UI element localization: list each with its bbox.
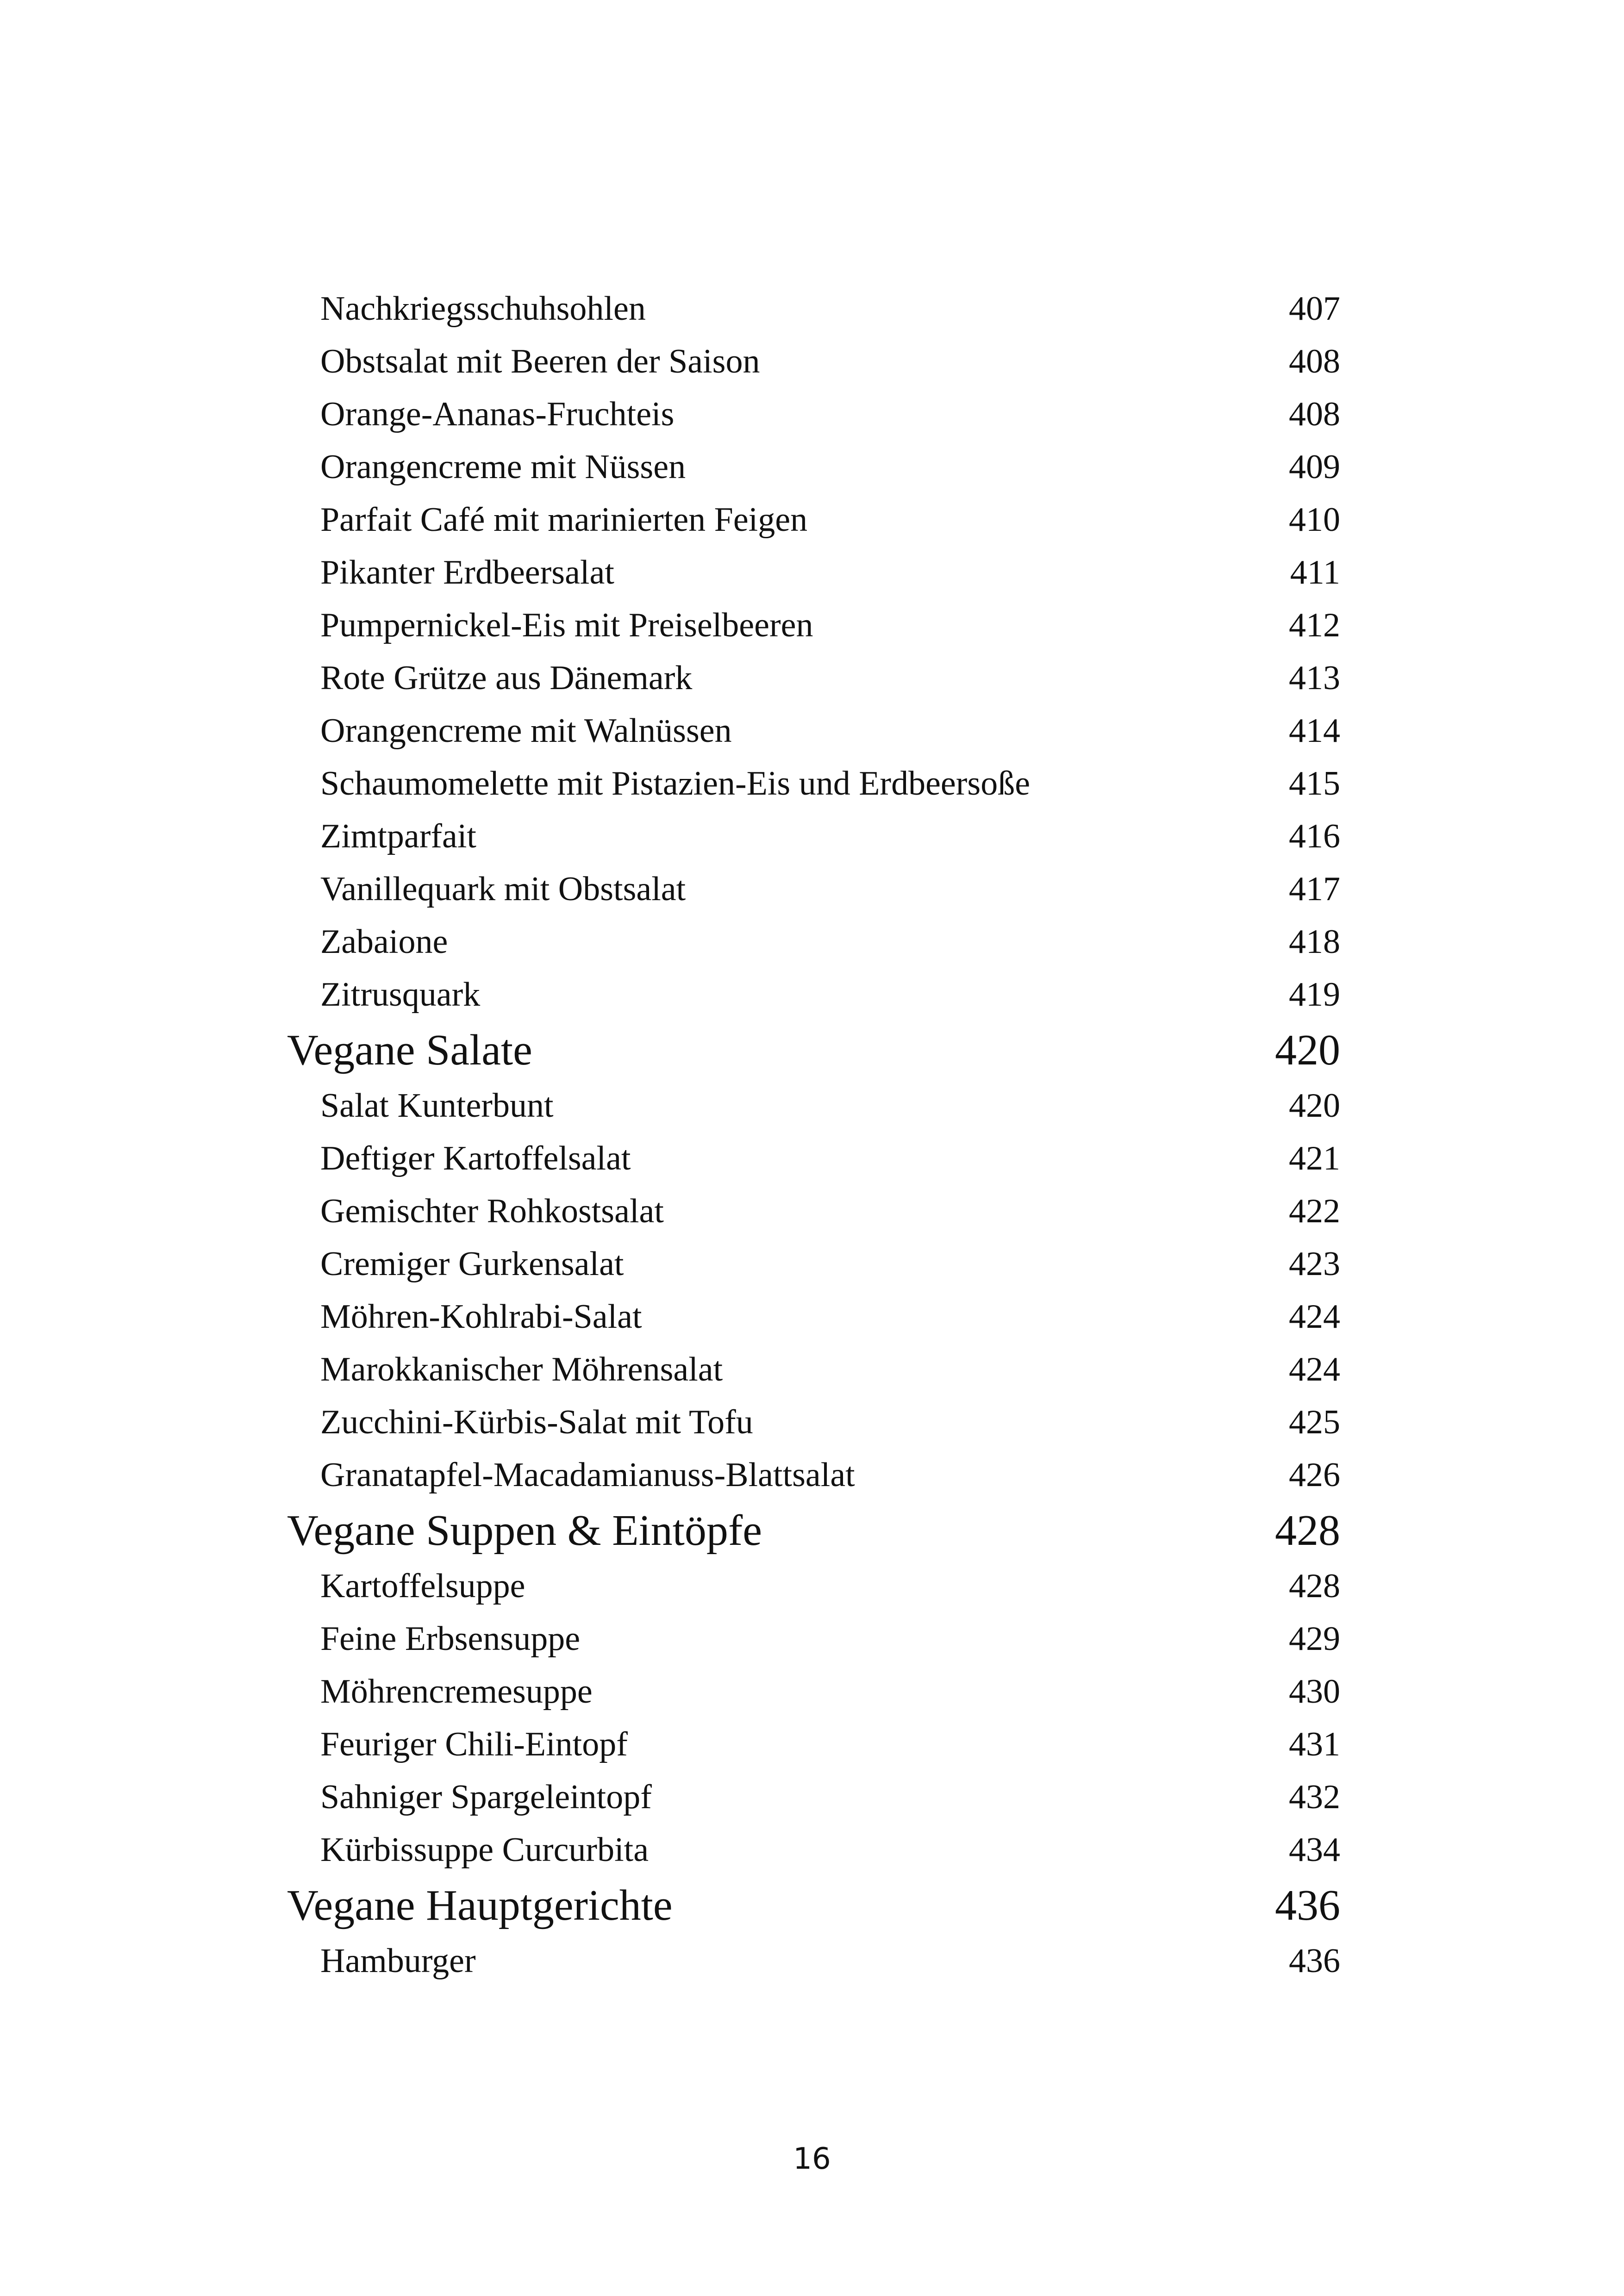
toc-entry-title: Orangencreme mit Walnüssen	[320, 712, 732, 750]
toc-entry-title: Sahniger Spargeleintopf	[320, 1778, 652, 1816]
toc-entry-title: Vanillequark mit Obstsalat	[320, 870, 686, 908]
toc-entry[interactable]	[287, 810, 1340, 863]
toc-entry-page: 408	[1289, 342, 1340, 380]
toc-entry-title: Kartoffelsuppe	[320, 1567, 525, 1605]
toc-entry[interactable]	[287, 652, 1340, 704]
toc-entry-title: Orangencreme mit Nüssen	[320, 448, 686, 486]
toc-entry-page: 416	[1289, 817, 1340, 855]
toc-entry-page: 420	[1289, 1087, 1340, 1125]
toc-entry-title: Hamburger	[320, 1942, 476, 1980]
toc-entry-page: 434	[1289, 1831, 1340, 1869]
toc-entry-title: Orange-Ananas-Fruchteis	[320, 395, 675, 433]
toc-entry-title: Parfait Café mit marinierten Feigen	[320, 501, 808, 539]
toc-entry-page: 417	[1289, 870, 1340, 908]
toc-entry-page: 411	[1290, 554, 1340, 591]
toc-entry[interactable]	[287, 1665, 1340, 1718]
toc-entry[interactable]	[287, 757, 1340, 810]
toc-entry[interactable]	[287, 441, 1340, 493]
toc-entry[interactable]	[287, 546, 1340, 599]
toc-entry-page: 429	[1289, 1620, 1340, 1658]
toc-entry[interactable]	[287, 1449, 1340, 1501]
toc-entry[interactable]	[287, 1771, 1340, 1823]
toc-entry-page: 412	[1289, 606, 1340, 644]
toc-entry-page: 432	[1289, 1778, 1340, 1816]
toc-entry-title: Granatapfel-Macadamianuss-Blattsalat	[320, 1456, 855, 1494]
toc-entry-page: 430	[1289, 1673, 1340, 1711]
toc-entry[interactable]	[287, 1560, 1340, 1612]
toc-entry-title: Möhrencremesuppe	[320, 1673, 593, 1711]
toc-section-page: 436	[1275, 1881, 1340, 1929]
toc-entry-page: 421	[1289, 1139, 1340, 1177]
toc-entry-page: 424	[1289, 1298, 1340, 1336]
page-number: 16	[793, 2142, 831, 2176]
toc-entry[interactable]	[287, 335, 1340, 388]
toc-entry-title: Schaumomelette mit Pistazien-Eis und Erdbeersoße	[320, 765, 1031, 803]
toc-entry-title: Salat Kunterbunt	[320, 1087, 554, 1125]
toc-entry[interactable]	[287, 1612, 1340, 1665]
toc-entry-page: 408	[1289, 395, 1340, 433]
toc-entry[interactable]	[287, 863, 1340, 915]
toc-entry-title: Marokkanischer Möhrensalat	[320, 1350, 723, 1388]
toc-entry-page: 436	[1289, 1942, 1340, 1980]
toc-entry-title: Kürbissuppe Curcurbita	[320, 1831, 649, 1869]
toc-entry-title: Gemischter Rohkostsalat	[320, 1192, 664, 1230]
table-of-contents	[287, 282, 1340, 1987]
toc-entry-title: Nachkriegsschuhsohlen	[320, 290, 646, 328]
toc-entry[interactable]	[287, 915, 1340, 968]
toc-entry-page: 410	[1289, 501, 1340, 539]
toc-section-page: 428	[1275, 1506, 1340, 1555]
toc-entry-title: Obstsalat mit Beeren der Saison	[320, 342, 760, 380]
toc-entry-title: Zitrusquark	[320, 976, 481, 1014]
toc-entry-title: Zabaione	[320, 923, 448, 961]
toc-entry[interactable]	[287, 1396, 1340, 1449]
toc-section-title: Vegane Salate	[287, 1026, 532, 1074]
toc-entry[interactable]	[287, 599, 1340, 652]
toc-entry-title: Feine Erbsensuppe	[320, 1620, 581, 1658]
toc-section-heading[interactable]	[287, 1876, 1340, 1935]
toc-section-title: Vegane Suppen & Eintöpfe	[287, 1506, 762, 1555]
toc-entry-page: 418	[1289, 923, 1340, 961]
toc-entry[interactable]	[287, 1290, 1340, 1343]
toc-entry-page: 415	[1289, 765, 1340, 803]
toc-entry-page: 409	[1289, 448, 1340, 486]
toc-entry[interactable]	[287, 1343, 1340, 1396]
toc-entry-page: 425	[1289, 1403, 1340, 1441]
toc-entry-title: Cremiger Gurkensalat	[320, 1245, 624, 1283]
toc-entry-page: 413	[1289, 659, 1340, 697]
toc-entry-title: Pikanter Erdbeersalat	[320, 554, 614, 591]
toc-entry-page: 414	[1289, 712, 1340, 750]
toc-entry-title: Rote Grütze aus Dänemark	[320, 659, 693, 697]
toc-entry-page: 426	[1289, 1456, 1340, 1494]
toc-entry[interactable]	[287, 704, 1340, 757]
toc-entry[interactable]	[287, 1823, 1340, 1876]
toc-entry-page: 431	[1289, 1725, 1340, 1763]
toc-entry-title: Feuriger Chili-Eintopf	[320, 1725, 628, 1763]
toc-entry-page: 424	[1289, 1350, 1340, 1388]
toc-entry[interactable]	[287, 1132, 1340, 1185]
toc-entry[interactable]	[287, 1718, 1340, 1771]
toc-entry[interactable]	[287, 282, 1340, 335]
toc-section-heading[interactable]	[287, 1501, 1340, 1560]
toc-entry[interactable]	[287, 1079, 1340, 1132]
toc-entry-title: Möhren-Kohlrabi-Salat	[320, 1298, 642, 1336]
toc-entry-title: Zimtparfait	[320, 817, 476, 855]
toc-section-title: Vegane Hauptgerichte	[287, 1881, 673, 1929]
toc-entry[interactable]	[287, 1935, 1340, 1987]
toc-entry[interactable]	[287, 493, 1340, 546]
toc-entry-page: 423	[1289, 1245, 1340, 1283]
toc-entry-title: Zucchini-Kürbis-Salat mit Tofu	[320, 1403, 753, 1441]
toc-entry-page: 419	[1289, 976, 1340, 1014]
toc-entry-page: 428	[1289, 1567, 1340, 1605]
toc-entry-title: Deftiger Kartoffelsalat	[320, 1139, 631, 1177]
toc-entry-title: Pumpernickel-Eis mit Preiselbeeren	[320, 606, 813, 644]
toc-section-page: 420	[1275, 1026, 1340, 1074]
toc-entry-page: 407	[1289, 290, 1340, 328]
toc-entry[interactable]	[287, 1238, 1340, 1290]
toc-entry[interactable]	[287, 968, 1340, 1021]
toc-entry[interactable]	[287, 1185, 1340, 1238]
toc-entry-page: 422	[1289, 1192, 1340, 1230]
toc-section-heading[interactable]	[287, 1021, 1340, 1079]
toc-entry[interactable]	[287, 388, 1340, 441]
